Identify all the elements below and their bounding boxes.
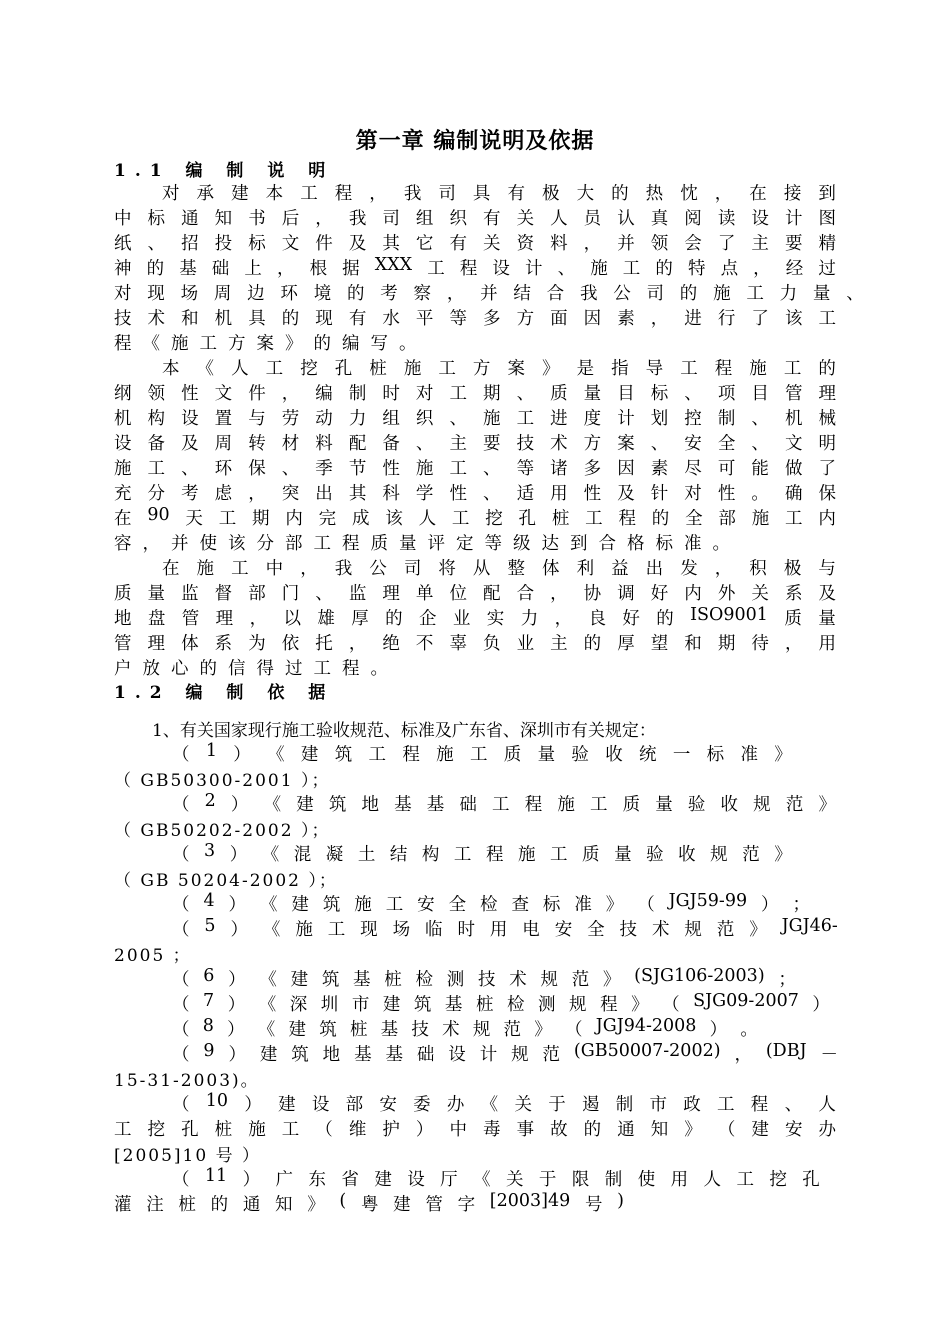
paragraph-line: 神 的 基 础 上 ， 根 据 XXX 工 程 设 计 、 施 工 的 特 点 ， 经 过 — [114, 255, 836, 279]
reference-item: 15-31-2003)。 — [114, 1071, 260, 1091]
paragraph-line: 中 标 通 知 书 后 ， 我 司 组 织 有 关 人 员 认 真 阅 读 设 计 图 — [114, 209, 836, 229]
paragraph-line: 对 现 场 周 边 环 境 的 考 察 ， 并 结 合 我 公 司 的 施 工 力 量 、 — [114, 284, 864, 304]
reference-item: （ 10 ） 建 设 部 安 委 办 《 关 于 遏 制 市 政 工 程 、 人 — [172, 1091, 836, 1115]
reference-item: 2005 ； — [114, 946, 192, 966]
paragraph-line: 在 90 天 工 期 内 完 成 该 人 工 挖 孔 桩 工 程 的 全 部 施 工 内 — [114, 505, 836, 529]
paragraph-line: 管 理 体 系 为 依 托 ， 绝 不 辜 负 业 主 的 厚 望 和 期 待 ， 用 — [114, 634, 836, 654]
paragraph-line: 施 工 、 环 保 、 季 节 性 施 工 、 等 诸 多 因 素 尽 可 能 做 了 — [114, 459, 836, 479]
paragraph-line: 容，并使该分部工程质量评定等级达到合格标准。 — [114, 534, 741, 554]
reference-item: （ GB 50204-2002 ）； — [114, 871, 338, 891]
paragraph-line: 质 量 监 督 部 门 、 监 理 单 位 配 合 ， 协 调 好 内 外 关 系 及 — [114, 584, 836, 604]
paragraph-line: 设 备 及 周 转 材 料 配 备 、 主 要 技 术 方 案 、 安 全 、 文 明 — [114, 434, 836, 454]
reference-item: （ 7 ） 《 深 圳 市 建 筑 基 桩 检 测 规 程 》 （ SJG09-2007 ） — [172, 991, 830, 1015]
reference-item: （ 3 ） 《 混 凝 土 结 构 工 程 施 工 质 量 验 收 规 范 》 — [172, 841, 792, 865]
paragraph-line: 充 分 考 虑 ， 突 出 其 科 学 性 、 适 用 性 及 针 对 性 。 确 保 — [114, 484, 836, 504]
reference-item: （ GB50300-2001 ）； — [114, 771, 331, 791]
reference-item: （ 6 ） 《 建 筑 基 桩 检 测 技 术 规 范 》 (SJG106-2003) ； — [172, 966, 796, 990]
reference-item: 工 挖 孔 桩 施 工 （ 维 护 ） 中 毒 事 故 的 通 知 》 （ 建 安 办 — [114, 1120, 836, 1140]
chapter-title: 第一章 编制说明及依据 — [355, 128, 595, 154]
reference-item: （ 5 ） 《 施 工 现 场 临 时 用 电 安 全 技 术 规 范 》 JGJ46- — [172, 916, 838, 940]
reference-item: [2005]10 号 ） — [114, 1146, 261, 1166]
reference-item: 灌 注 桩 的 通 知 》 ( 粤 建 管 字 [2003]49 号 ) — [114, 1191, 624, 1215]
reference-item: （ 1 ） 《 建 筑 工 程 施 工 质 量 验 收 统 一 标 准 》 — [172, 741, 792, 765]
section-heading-1-1: 1.1 编 制 说 明 — [114, 161, 335, 181]
reference-item: （ 8 ） 《 建 筑 桩 基 技 术 规 范 》 （ JGJ94-2008 ） 。 — [172, 1016, 758, 1040]
paragraph-line: 纲 领 性 文 件 ， 编 制 时 对 工 期 、 质 量 目 标 、 项 目 管 理 — [114, 384, 836, 404]
paragraph-line: 地 盘 管 理 ， 以 雄 厚 的 企 业 实 力 ， 良 好 的 ISO9001 质 量 — [114, 605, 836, 629]
paragraph-line: 技 术 和 机 具 的 现 有 水 平 等 多 方 面 因 素 ， 进 行 了 该 工 — [114, 309, 836, 329]
reference-item: （ 4 ） 《 建 筑 施 工 安 全 检 查 标 准 》 （ JGJ59-99 ） ； — [172, 891, 810, 915]
paragraph-line: 对 承 建 本 工 程 ， 我 司 具 有 极 大 的 热 忱 ， 在 接 到 — [162, 184, 836, 204]
basis-intro: 1、有关国家现行施工验收规范、标准及广东省、深圳市有关规定： — [152, 721, 656, 741]
paragraph-line: 户放心的信得过工程。 — [114, 659, 399, 679]
paragraph-line: 机 构 设 置 与 劳 动 力 组 织 、 施 工 进 度 计 划 控 制 、 机 械 — [114, 409, 836, 429]
paragraph-line: 在 施 工 中 ， 我 公 司 将 从 整 体 利 益 出 发 ， 积 极 与 — [162, 559, 836, 579]
reference-item: （ GB50202-2002 ）； — [114, 821, 331, 841]
paragraph-line: 本 《 人 工 挖 孔 桩 施 工 方 案 》 是 指 导 工 程 施 工 的 — [162, 359, 836, 379]
paragraph-line: 程《施工方案》的编写。 — [114, 334, 428, 354]
reference-item: （ 11 ） 广 东 省 建 设 厅 《 关 于 限 制 使 用 人 工 挖 孔 — [172, 1166, 820, 1190]
paragraph-line: 纸 、 招 投 标 文 件 及 其 它 有 关 资 料 ， 并 领 会 了 主 要 精 — [114, 234, 836, 254]
reference-item: （ 2 ） 《 建 筑 地 基 基 础 工 程 施 工 质 量 验 收 规 范 》 — [172, 791, 836, 815]
reference-item: （ 9 ） 建 筑 地 基 基 础 设 计 规 范 (GB50007-2002) ， (DBJ － — [172, 1041, 838, 1065]
section-heading-1-2: 1.2 编 制 依 据 — [114, 683, 335, 703]
